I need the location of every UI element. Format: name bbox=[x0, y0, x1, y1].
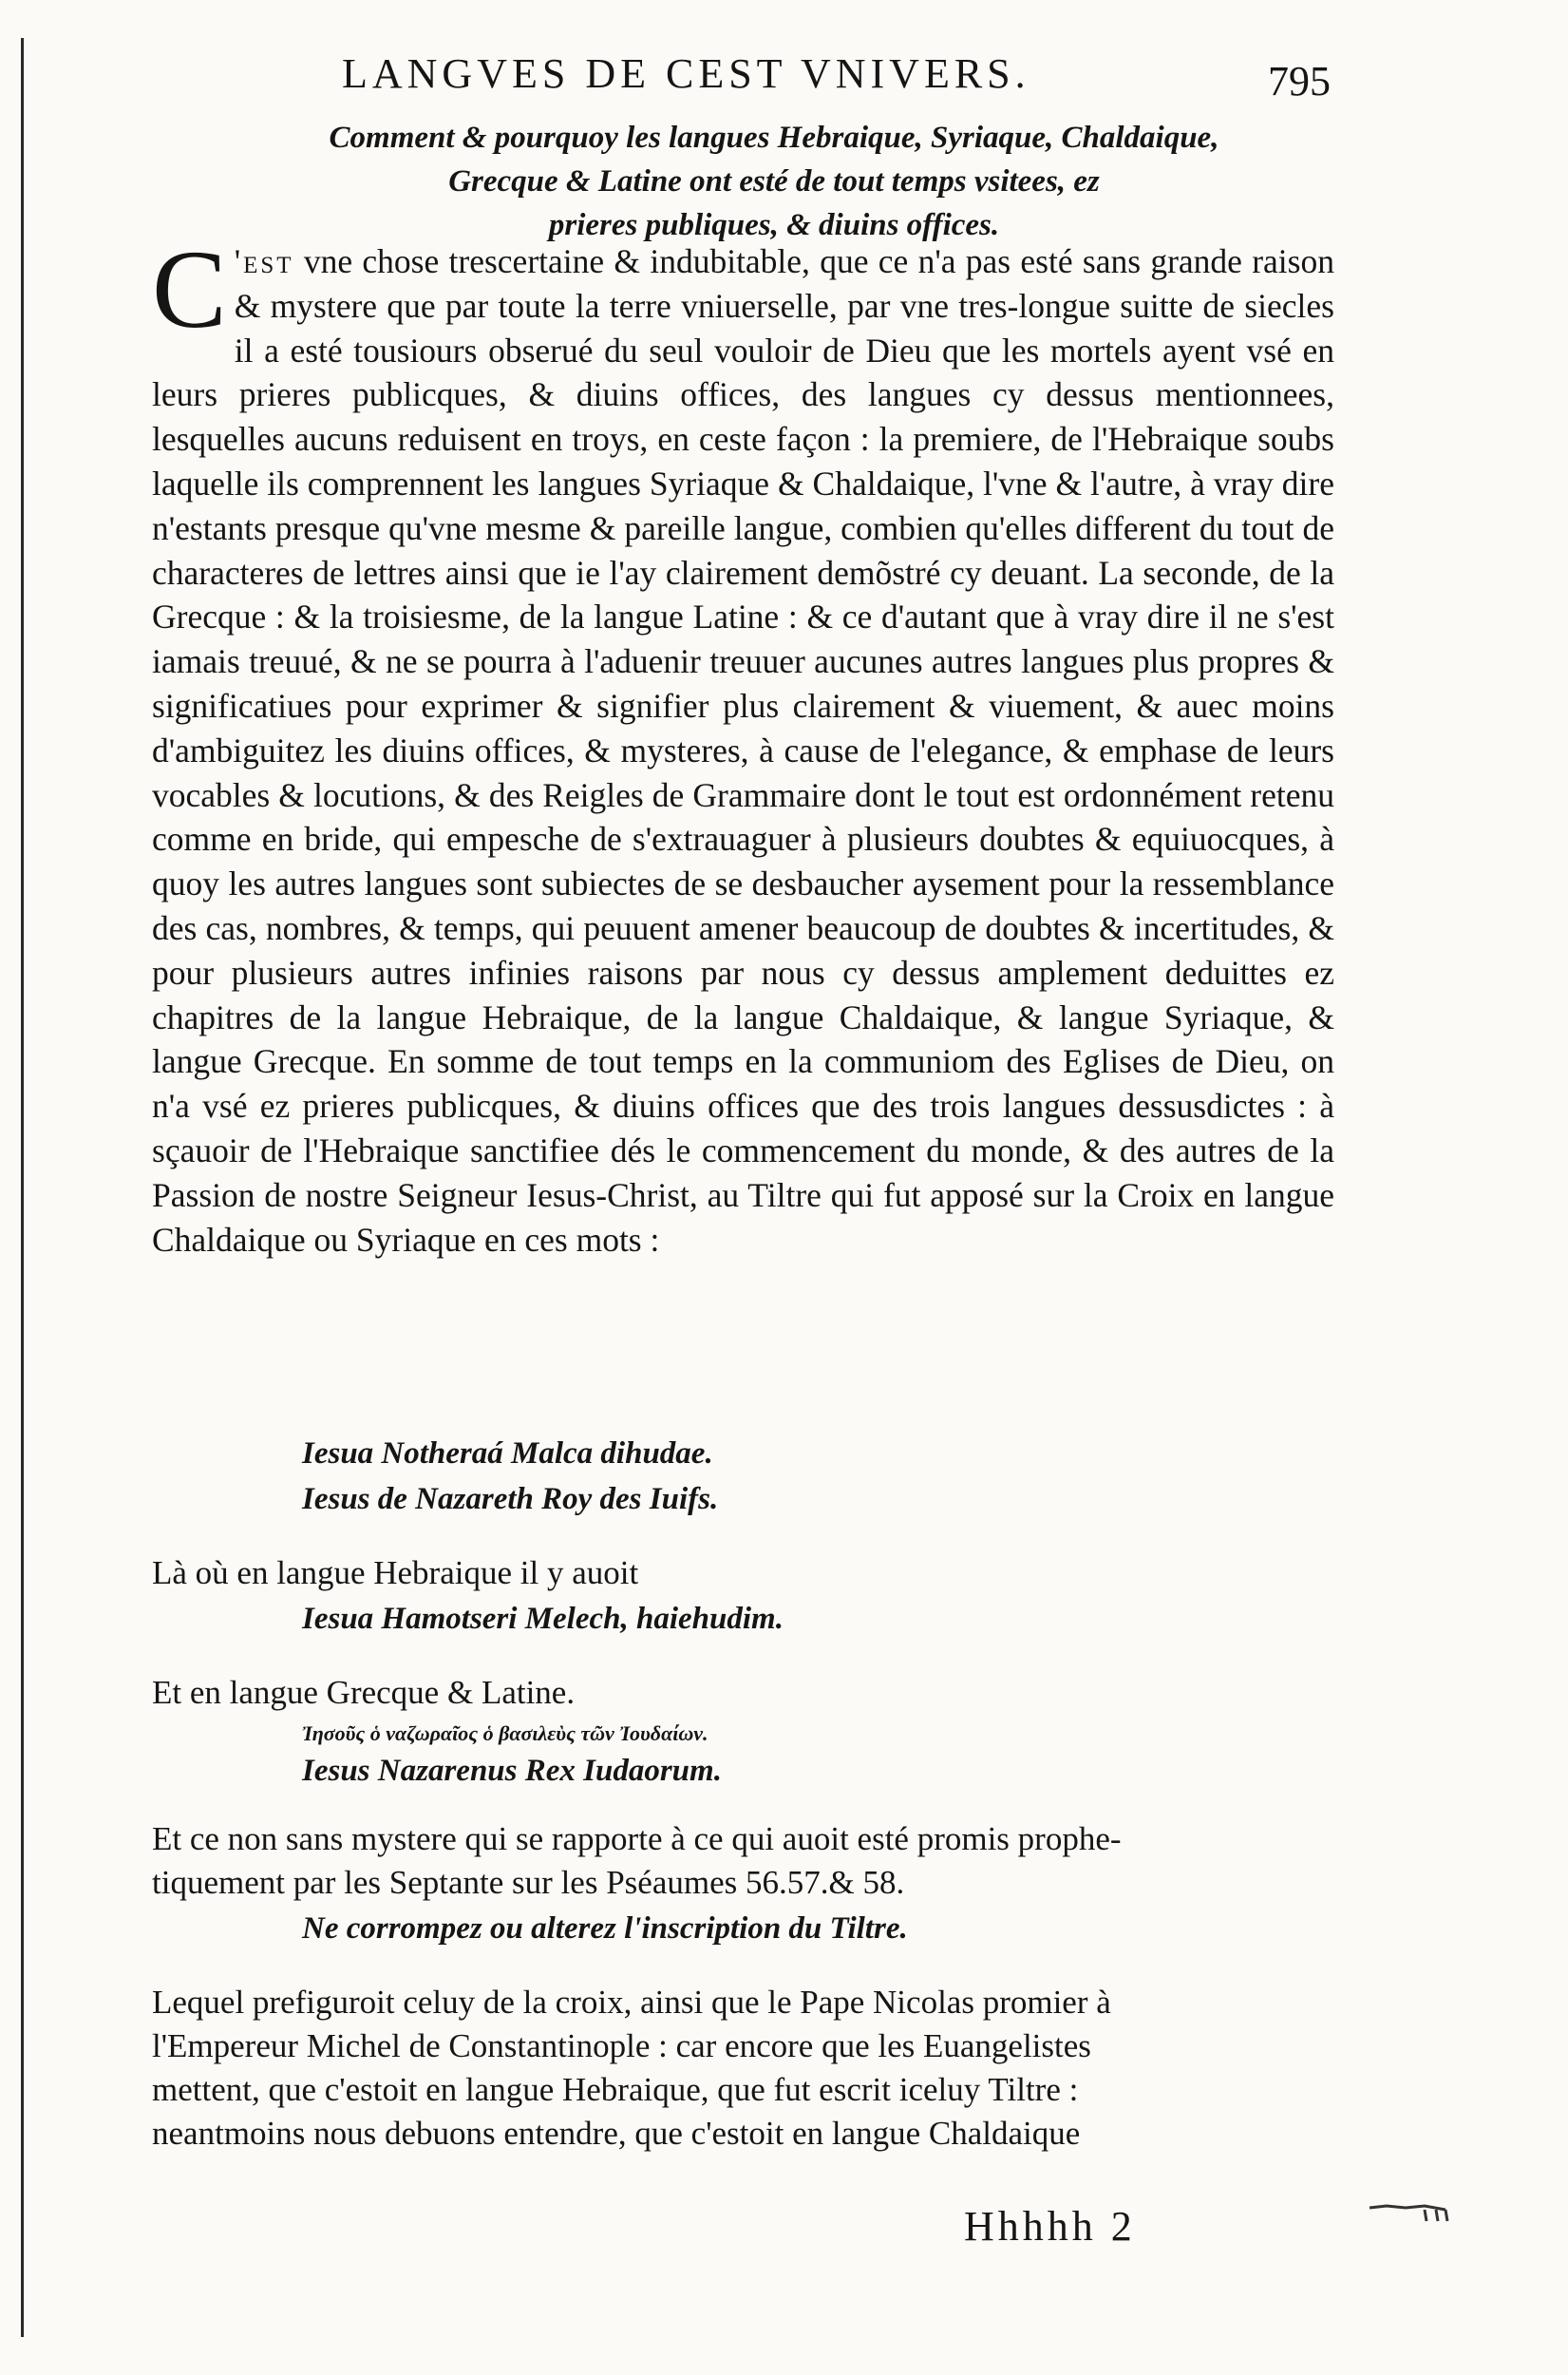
mystery-line-1: Et ce non sans mystere qui se rapporte à ce qui auoit esté promis prophe- bbox=[152, 1820, 1122, 1857]
inscription-chaldaic-1: Iesua Notheraá Malca dihudae. bbox=[302, 1436, 713, 1471]
chapter-title-line-2: Grecque & Latine ont esté de tout temps vsitees, ez bbox=[448, 164, 1100, 199]
main-paragraph-text: vne chose trescertaine & indubitable, que ce n'a pas esté sans grande raison & mystere que par toute la terre vniuerselle, par vne tres-longue suitte de siecles il a esté tousiours obserué du seul vouloir de Dieu que les mortels ayent vsé en leurs prieres publicques, & diuins offices, des langues cy dessus mentionnees, lesquelles aucuns reduisent en troys, en ceste façon : la premiere, de l'Hebraique soubs laquelle ils comprennent les langues Syriaque & Chaldaique, l'vne & l'autre, à vray dire n'estants presque qu'vne mesme & pareille langue, combien qu'elles different du tout de characteres de lettres ainsi que ie l'ay clairement demõstré cy deuant. La seconde, de la Grecque : & la troisiesme, de la langue Latine : & ce d'autant que à vray dire il ne s'est iamais treuué, & ne se pourra à l'aduenir treuuer aucunes autres langues plus propres & significatiues pour exprimer & signifier plus clairement & viuement, & auec moins d'ambiguitez les diuins offices, & mysteres, à cause de l'elegance, & emphase de leurs vocables & locutions, & des Reigles de Grammaire dont le tout est ordonnément retenu comme en bride, qui empesche de s'extrauaguer à plusieurs doubtes & equiuocques, à quoy les autres langues sont subiectes de se desbaucher aysement pour la ressemblance des cas, nombres, & temps, qui peuuent amener beaucoup de doubtes & incertitudes, & pour plusieurs autres infinies raisons par nous cy dessus amplement deduittes ez chapitres de la langue Hebraique, de la langue Chaldaique, & langue Syriaque, & langue Grecque. En somme de tout temps en la communiom des Eglises de Dieu, on n'a vsé ez prieres publicques, & diuins offices que des trois langues dessusdictes : à sçauoir de l'Hebraique sanctifiee dés le commencement du monde, & des autres de la Passion de nostre Seigneur Iesus-Christ, au Tiltre qui fut apposé sur la Croix en langue Chaldaique ou Syriaque en ces mots : bbox=[152, 242, 1334, 1259]
running-title: LANGVES DE CEST VNIVERS. bbox=[342, 50, 1030, 97]
signature-mark: Hhhhh 2 bbox=[964, 2203, 1136, 2250]
final-line-1: Lequel prefiguroit celuy de la croix, ainsi que le Pape Nicolas promier à bbox=[152, 1984, 1111, 2021]
opening-word: 'est bbox=[234, 242, 294, 280]
chapter-title bbox=[218, 116, 1330, 247]
inscription-quote: Ne corrompez ou alterez l'inscription du Tiltre. bbox=[302, 1911, 908, 1946]
printer-mark-ornament bbox=[1368, 2194, 1453, 2223]
chapter-title-line-3: prieres publiques, & diuins offices. bbox=[548, 208, 1000, 242]
hebrew-intro: Là où en langue Hebraique il y auoit bbox=[152, 1554, 639, 1591]
chapter-title-line-1: Comment & pourquoy les langues Hebraique, Syriaque, Chaldaique, bbox=[329, 121, 1219, 155]
greek-latin-intro: Et en langue Grecque & Latine. bbox=[152, 1674, 576, 1711]
inscription-chaldaic-2: Iesus de Nazareth Roy des Iuifs. bbox=[302, 1482, 719, 1516]
inscription-greek: Ἰησοῦς ὁ ναζωραῖος ὁ βασιλεὺς τῶν Ἰουδαίων. bbox=[302, 1721, 708, 1745]
inscription-hebrew: Iesua Hamotseri Melech, haiehudim. bbox=[302, 1602, 784, 1636]
final-line-4: neantmoins nous debuons entendre, que c'estoit en langue Chaldaique bbox=[152, 2115, 1081, 2152]
binding-edge bbox=[21, 38, 24, 2337]
drop-cap: C bbox=[152, 227, 227, 352]
mystery-line-2: tiquement par les Septante sur les Pséaumes 56.57.& 58. bbox=[152, 1864, 905, 1901]
main-text-block bbox=[152, 227, 1334, 1262]
final-line-2: l'Empereur Michel de Constantinople : car encore que les Euangelistes bbox=[152, 2027, 1091, 2064]
page-number: 795 bbox=[1268, 58, 1331, 104]
final-line-3: mettent, que c'estoit en langue Hebraique, que fut escrit iceluy Tiltre : bbox=[152, 2071, 1079, 2108]
inscription-latin: Iesus Nazarenus Rex Iudaorum. bbox=[302, 1754, 722, 1788]
main-paragraph bbox=[152, 227, 1334, 1262]
